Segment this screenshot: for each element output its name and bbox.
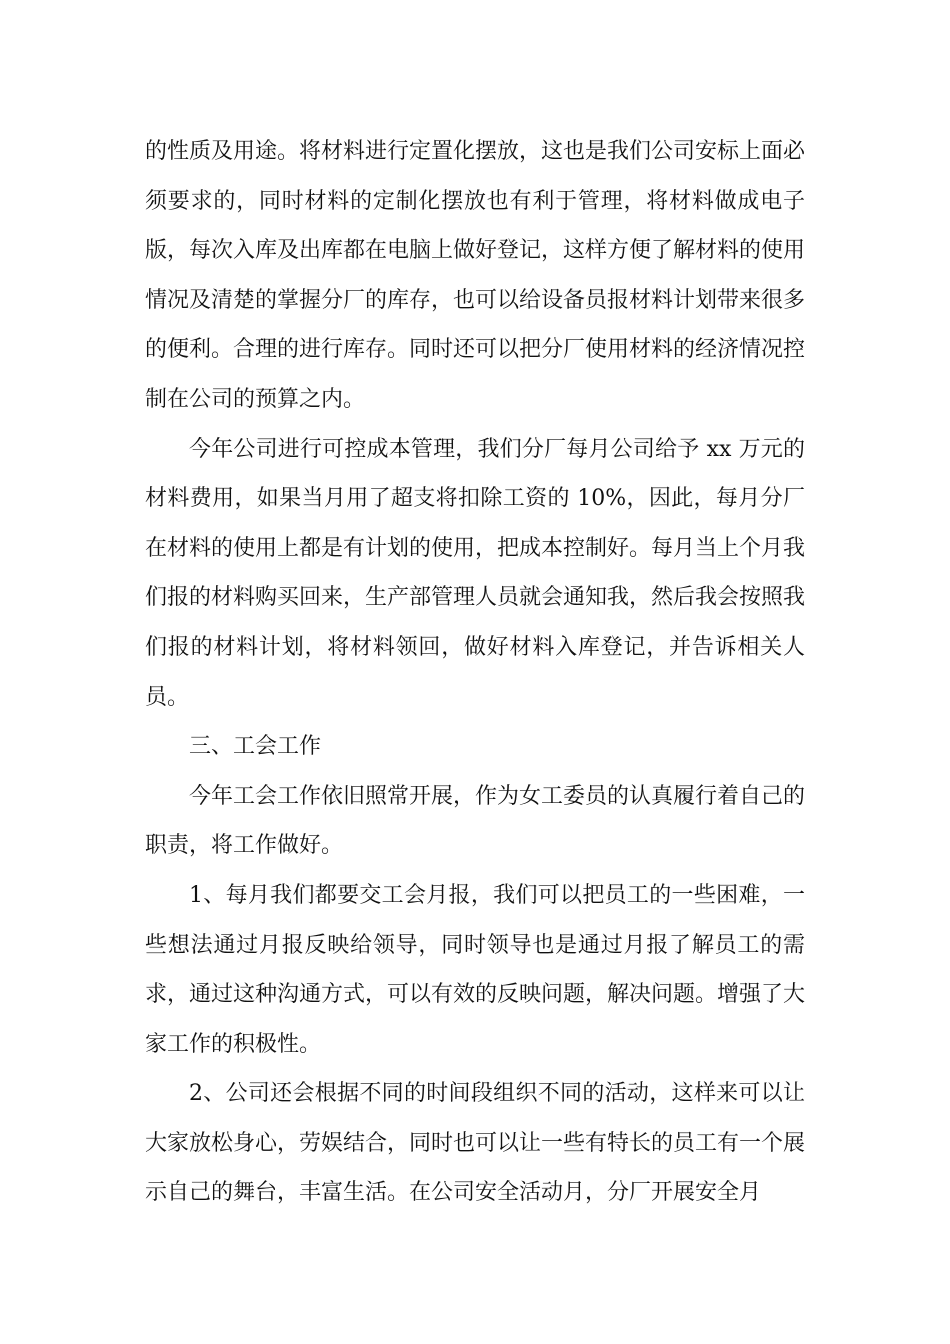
paragraph-union-intro: 今年工会工作依旧照常开展，作为女工委员的认真履行着自己的职责，将工作做好。 <box>145 783 806 859</box>
paragraph-activities: 2、公司还会根据不同的时间段组织不同的活动，这样来可以让大家放松身心，劳娱结合，同时也可以让一些有特长的员工有一个展示自己的舞台，丰富生活。在公司安全活动月，分厂开展安全月 <box>145 1081 806 1206</box>
section-heading-union-work: 三、工会工作 <box>189 734 322 760</box>
document-body <box>145 127 805 1218</box>
paragraph-materials-storage: 的性质及用途。将材料进行定置化摆放，这也是我们公司安标上面必须要求的，同时材料的定制化摆放也有利于管理，将材料做成电子版，每次入库及出库都在电脑上做好登记，这样方便了解材料的使用情况及清楚的掌握分厂的库存，也可以给设备员报材料计划带来很多的便利。合理的进行库存。同时还可以把分厂使用材料的经济情况控制在公司的预算之内。 <box>145 139 806 412</box>
paragraph-cost-control: 今年公司进行可控成本管理，我们分厂每月公司给予 xx 万元的材料费用，如果当月用了超支将扣除工资的 10%，因此，每月分厂在材料的使用上都是有计划的使用，把成本控制好。每月当上个月我们报的材料购买回来，生产部管理人员就会通知我，然后我会按照我们报的材料计划，将材料领回，做好材料入库登记，并告诉相关人员。 <box>145 436 806 710</box>
paragraph-monthly-report: 1、每月我们都要交工会月报，我们可以把员工的一些困难，一些想法通过月报反映给领导，同时领导也是通过月报了解员工的需求，通过这种沟通方式，可以有效的反映问题，解决问题。增强了大家工作的积极性。 <box>145 882 806 1057</box>
